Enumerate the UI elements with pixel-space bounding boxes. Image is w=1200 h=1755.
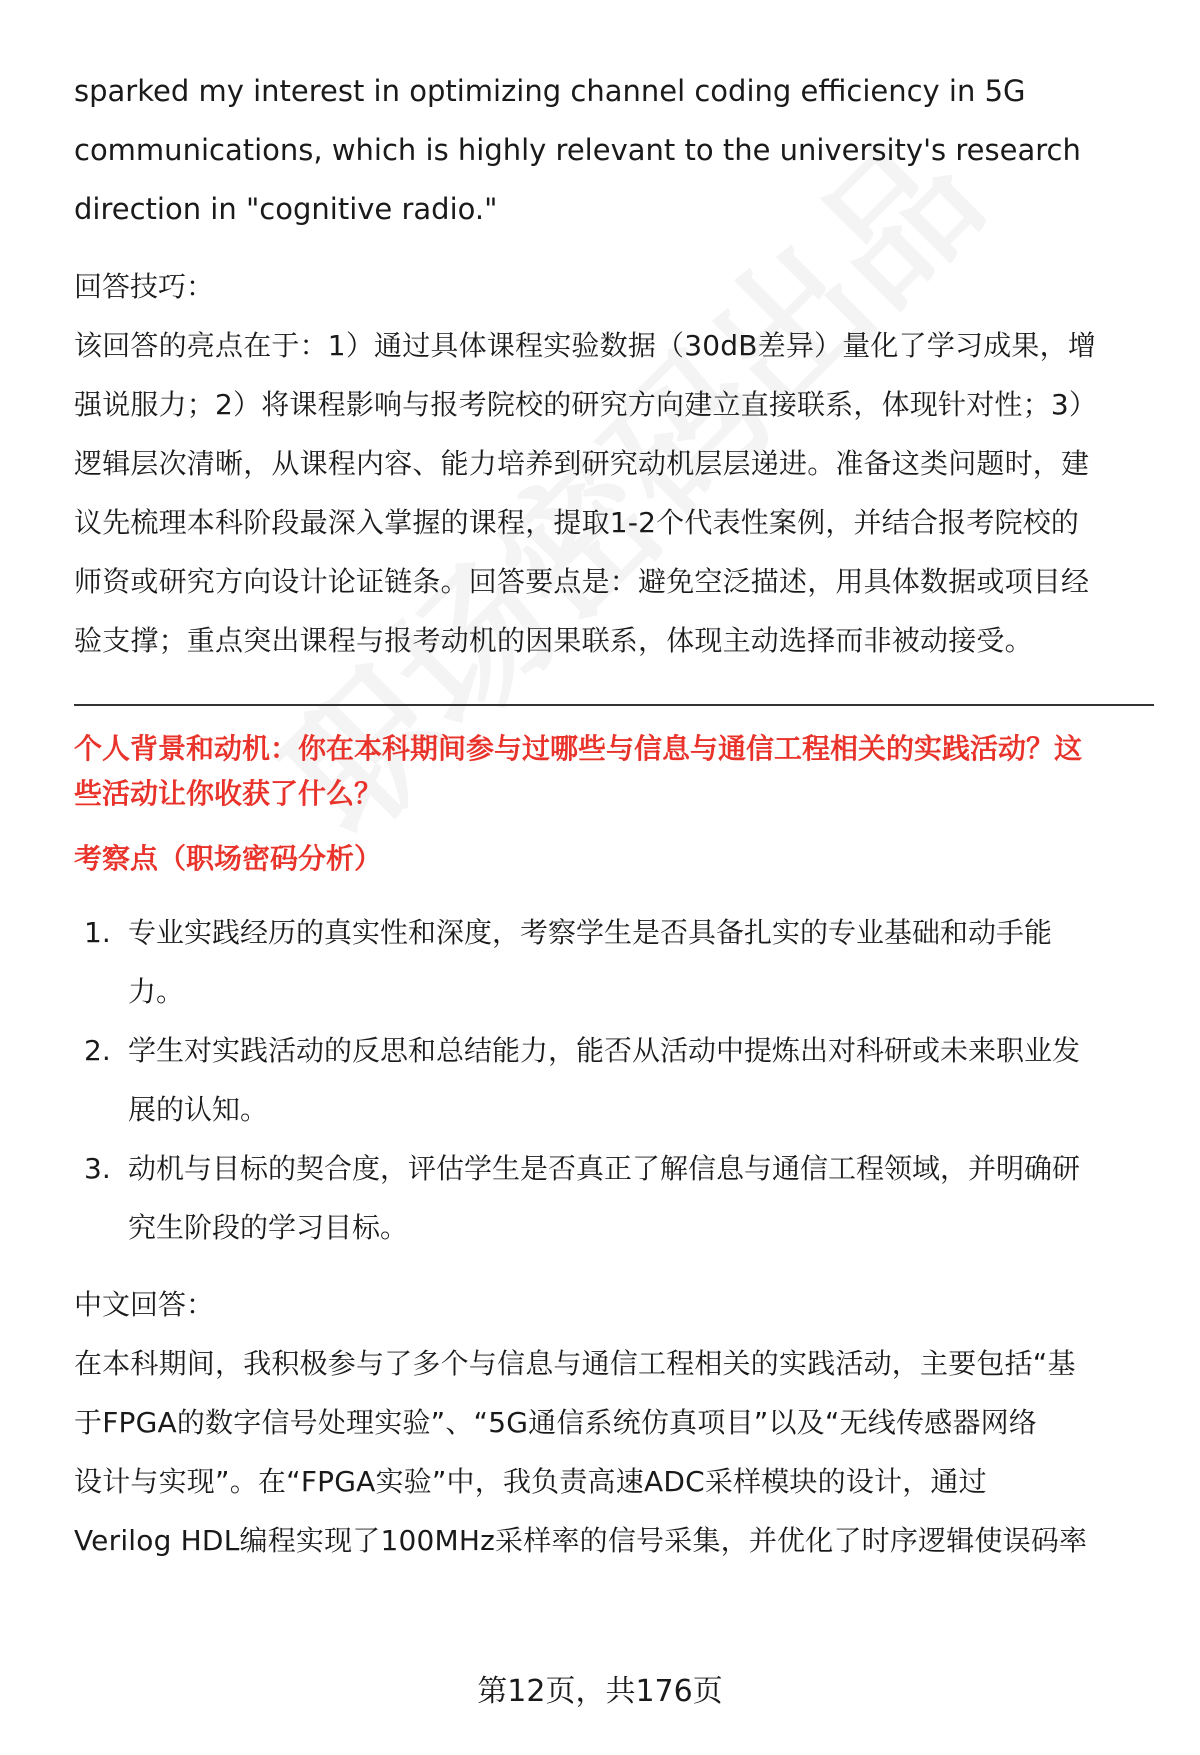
text-line: 究生阶段的学习目标。 (128, 1211, 409, 1244)
text-line: direction in "cognitive radio." (74, 192, 498, 226)
text-line: 设计与实现”。在“FPGA实验”中，我负责高速ADC采样模块的设计，通过 (74, 1465, 987, 1498)
tips-paragraph (74, 316, 1154, 670)
list-item (74, 903, 1154, 1021)
question-heading (74, 726, 1154, 816)
text-line: 该回答的亮点在于：1）通过具体课程实验数据（30dB差异）量化了学习成果，增 (74, 329, 1097, 362)
text-line: Verilog HDL编程实现了100MHz采样率的信号采集，并优化了时序逻辑使误码率 (74, 1524, 1088, 1557)
page-content (74, 62, 1154, 1570)
list-number: 2. (84, 1034, 111, 1067)
list-number: 1. (84, 916, 111, 949)
tips-label: 回答技巧： (74, 270, 215, 303)
text-line: 展的认知。 (128, 1093, 269, 1126)
text-line: 专业实践经历的真实性和深度，考察学生是否具备扎实的专业基础和动手能 (128, 916, 1053, 949)
analysis-list (74, 903, 1154, 1257)
text-line: 师资或研究方向设计论证链条。回答要点是：避免空泛描述，用具体数据或项目经 (74, 565, 1090, 598)
intro-paragraph (74, 62, 1154, 239)
text-line: communications, which is highly relevant to the university's research (74, 133, 1081, 167)
page-number: 第12页，共176页 (477, 1674, 723, 1709)
text-line: 动机与目标的契合度，评估学生是否真正了解信息与通信工程领域，并明确研 (128, 1152, 1081, 1185)
text-line: 逻辑层次清晰，从课程内容、能力培养到研究动机层层递进。准备这类问题时，建 (74, 447, 1090, 480)
text-line: 强说服力；2）将课程影响与报考院校的研究方向建立直接联系，体现针对性；3） (74, 388, 1098, 421)
section-divider (74, 704, 1154, 706)
text-line: 于FPGA的数字信号处理实验”、“5G通信系统仿真项目”以及“无线传感器网络 (74, 1406, 1037, 1439)
list-item (74, 1139, 1154, 1257)
analysis-title: 考察点（职场密码分析） (74, 842, 383, 875)
text-line: sparked my interest in optimizing channel coding efficiency in 5G (74, 74, 1026, 108)
text-line: 验支撑；重点突出课程与报考动机的因果联系，体现主动选择而非被动接受。 (74, 624, 1033, 657)
text-line: 学生对实践活动的反思和总结能力，能否从活动中提炼出对科研或未来职业发 (128, 1034, 1081, 1067)
text-line: 些活动让你收获了什么？ (74, 777, 383, 810)
answer-paragraph (74, 1334, 1154, 1570)
text-line: 议先梳理本科阶段最深入掌握的课程，提取1-2个代表性案例，并结合报考院校的 (74, 506, 1080, 539)
text-line: 力。 (128, 975, 185, 1008)
list-item (74, 1021, 1154, 1139)
list-number: 3. (84, 1152, 111, 1185)
answer-label: 中文回答： (74, 1288, 215, 1321)
text-line: 个人背景和动机：你在本科期间参与过哪些与信息与通信工程相关的实践活动？这 (74, 732, 1083, 765)
text-line: 在本科期间，我积极参与了多个与信息与通信工程相关的实践活动，主要包括“基 (74, 1347, 1076, 1380)
